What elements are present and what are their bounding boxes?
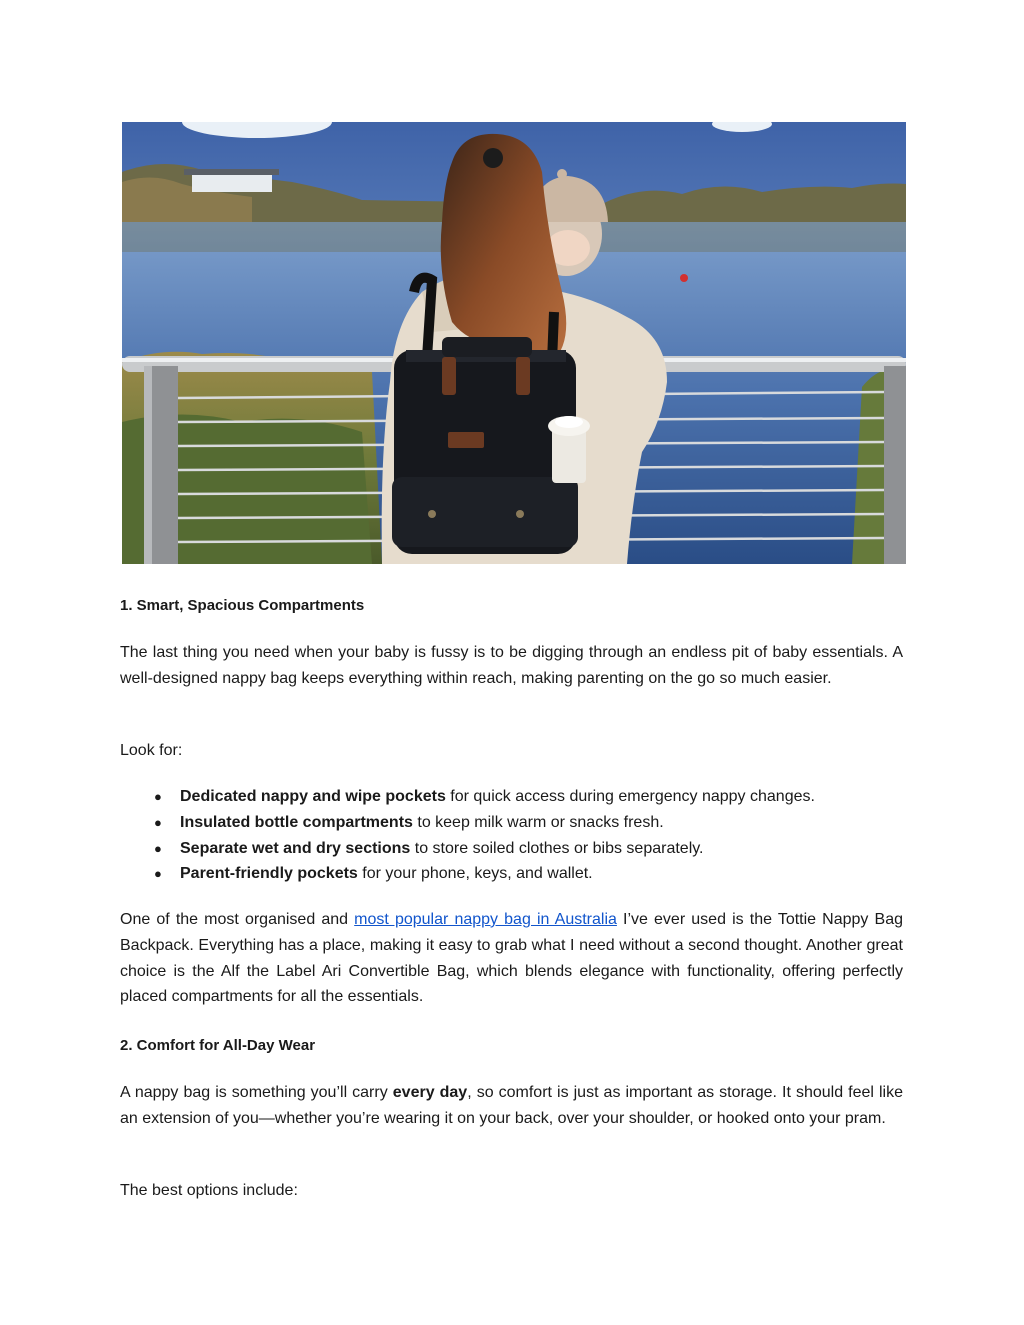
list-item-bold: Insulated bottle compartments [180, 813, 413, 831]
list-item [120, 784, 903, 810]
paragraph-comfort [120, 1080, 903, 1132]
nappy-bag-link[interactable]: most popular nappy bag in Australia [354, 911, 617, 928]
list-item-text: to store soiled clothes or bibs separately. [410, 839, 704, 857]
bullet-icon: ● [154, 789, 162, 804]
bullet-icon: ● [154, 866, 162, 882]
best-options-label: The best options include: [120, 1182, 298, 1199]
list-item [120, 810, 903, 836]
paragraph-intro: The last thing you need when your baby is fussy is to be digging through an endless pit of baby essentials. A well-designed nappy bag keeps everything within reach, making parenting on the go so much easier. [120, 644, 903, 687]
list-item [120, 861, 903, 887]
paragraph-text: , so comfort is just as important as storage. It should feel like an extension of you—whether you’re wearing it on your back, over your shoulder, or hooked onto your pram. [120, 1084, 903, 1127]
list-item [120, 836, 903, 862]
list-item-bold: Dedicated nappy and wipe pockets [180, 788, 446, 805]
list-item-text: for quick access during emergency nappy changes. [445, 788, 815, 805]
paragraph-tottie [120, 907, 903, 1010]
paragraph-text: I’ve ever used is the Tottie Nappy Bag Backpack. Everything has a place, making it easy to grab what I need without a second thought. Another great choice is the Alf the Label Ari Convertible Bag, which blends elegance with functionality, offering perfectly placed compartments for all the essentials. [120, 911, 904, 1006]
emphasis-text: every day [392, 1084, 468, 1101]
look-for-label: Look for: [120, 742, 183, 759]
paragraph-text: One of the most organised and [120, 911, 355, 928]
paragraph-text: A nappy bag is something you’ll carry [120, 1084, 393, 1101]
section-heading-compartments: 1. Smart, Spacious Compartments [120, 597, 365, 614]
list-item-bold: Parent-friendly pockets [180, 865, 358, 883]
features-list [120, 784, 903, 887]
bullet-icon: ● [154, 814, 162, 830]
hero-photo [122, 122, 906, 564]
list-item-bold: Separate wet and dry sections [180, 839, 411, 857]
bullet-icon: ● [154, 840, 162, 856]
section-heading-comfort: 2. Comfort for All-Day Wear [120, 1037, 316, 1054]
list-item-text: for your phone, keys, and wallet. [357, 865, 593, 883]
list-item-text: to keep milk warm or snacks fresh. [412, 813, 664, 831]
